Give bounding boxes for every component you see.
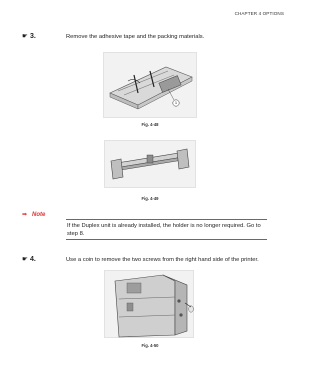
note-arrow-icon: ➡: [22, 212, 28, 218]
pointing-hand-icon: ☛: [22, 33, 28, 40]
step-text: Remove the adhesive tape and the packing materials.: [66, 34, 205, 40]
note-heading: [22, 211, 45, 218]
figure-printer-screws: [104, 270, 194, 338]
duplex-unit-illustration: [104, 53, 198, 119]
figure-caption: Fig. 4-49: [141, 196, 159, 201]
printer-side-illustration: [105, 271, 195, 339]
figure-holder: [104, 140, 196, 188]
pointing-hand-icon: ☛: [22, 256, 28, 263]
step-4: [22, 255, 259, 263]
step-number: 4.: [30, 256, 36, 263]
note-bottom-rule: [66, 239, 267, 240]
chapter-header: CHAPTER 4 OPTIONS: [234, 11, 284, 16]
figure-caption: Fig. 4-50: [141, 343, 159, 348]
figure-duplex-unit-tape: [103, 52, 197, 118]
step-3: [22, 32, 204, 40]
step-number: 3.: [30, 33, 36, 40]
step-text: Use a coin to remove the two screws from the right hand side of the printer.: [66, 257, 259, 263]
figure-caption: Fig. 4-48: [141, 122, 159, 127]
note-label: Note: [32, 211, 46, 218]
callout-number: 1: [174, 100, 178, 105]
note-text: If the Duplex unit is already installed, the holder is no longer required. Go to step 8.: [67, 223, 261, 237]
holder-illustration: [105, 141, 197, 189]
note-top-rule: [66, 219, 267, 220]
